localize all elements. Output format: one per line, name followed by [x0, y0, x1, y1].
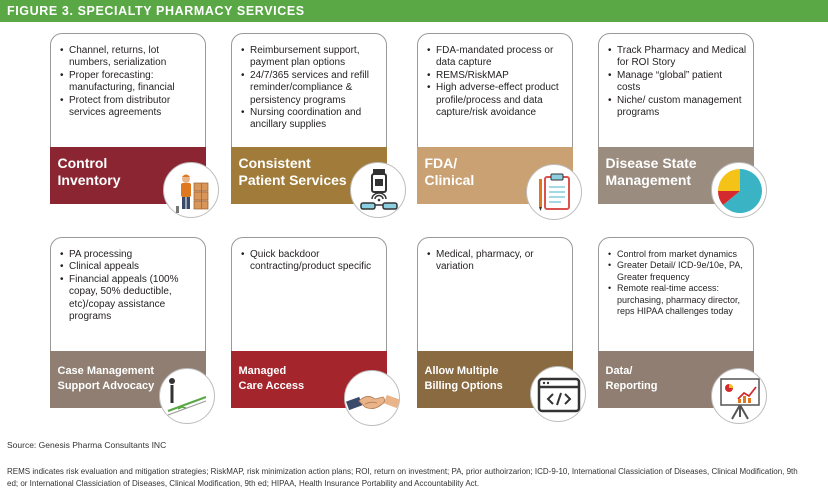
handshake-icon: [345, 371, 401, 427]
bullet-item: • Track Pharmacy and Medical for ROI Story: [607, 45, 747, 70]
bullet-item: • 24/7/365 services and refill reminder/compliance & persistency programs: [240, 70, 380, 107]
bullet-item: • Greater Detail/ ICD-9e/10e, PA, Greater frequency: [607, 260, 747, 283]
card-label: Disease State Management: [605, 154, 697, 189]
bullet-item: • Quick backdoor contracting/product specific: [240, 249, 380, 274]
bullet-item: • Manage “global” patient costs: [607, 70, 747, 95]
bullet-item: • PA processing: [59, 249, 199, 261]
card-control-inventory: [50, 33, 206, 203]
pill-bottle-eyeglasses-icon: [351, 163, 407, 219]
bullet-item: • Medical, pharmacy, or variation: [426, 249, 566, 274]
bullet-item: • Remote real-time access: purchasing, pharmacy director, reps HIPAA challenges today: [607, 283, 747, 317]
card-label: Consistent Patient Services: [238, 154, 347, 189]
bullet-item: • Control from market dynamics: [607, 249, 747, 260]
bullet-item: • Channel, returns, lot numbers, serialization: [59, 45, 199, 70]
bullet-item: • Reimbursement support, payment plan options: [240, 45, 380, 70]
card-label: Managed Care Access: [238, 364, 305, 392]
card-bullet-list: [232, 238, 386, 274]
bullet-item: • REMS/RiskMAP: [426, 70, 566, 82]
card-bullet-list: [232, 34, 386, 132]
bullet-item: • Clinical appeals: [59, 261, 199, 273]
bullet-item: • Financial appeals (100% copay, 50% deductible, etc)/copay assistance programs: [59, 274, 199, 324]
card-icon-medallion: [344, 370, 400, 426]
bullet-item: • Nursing coordination and ancillary supplies: [240, 107, 380, 132]
card-label: Case Management Support Advocacy: [57, 364, 155, 392]
card-icon-medallion: [163, 162, 219, 218]
bullet-item: • High adverse-effect product profile/process and data capture/risk avoidance: [426, 82, 566, 119]
warehouse-worker-boxes-icon: [164, 163, 220, 219]
footnote: REMS indicates risk evaluation and mitigation strategies; RiskMAP, risk minimization action plans; ROI, return on investment; PA, prior authoirzarion; ICD-9-10, International Classiciation of Diseases, Clinical Modification, 9th ed; or International Classiciation of Diseases, Clinical Modification, 9th ed; HIPAA, Health Insurance Portability and Accountability Act.: [7, 467, 798, 488]
source-note: Source: Genesis Pharma Consultants INC: [7, 440, 167, 450]
bullet-item: • Proper forecasting: manufacturing, financial: [59, 70, 199, 95]
card-case-management: [50, 237, 206, 407]
card-label: Data/ Reporting: [605, 364, 658, 392]
card-bullet-list: [51, 238, 205, 323]
card-bullet-list: [418, 34, 572, 119]
bullet-item: • Niche/ custom management programs: [607, 95, 747, 120]
person-ramp-icon: [160, 369, 216, 425]
pie-chart-icon: [712, 163, 768, 219]
figure-title: FIGURE 3. SPECIALTY PHARMACY SERVICES: [0, 0, 828, 22]
card-billing-options: [417, 237, 573, 407]
card-consistent-patient-services: [231, 33, 387, 203]
bullet-item: • Protect from distributor services agreements: [59, 95, 199, 120]
card-icon-medallion: [526, 164, 582, 220]
card-icon-medallion: [350, 162, 406, 218]
presentation-easel-chart-icon: [712, 369, 768, 425]
card-icon-medallion: [711, 162, 767, 218]
card-bullet-list: [418, 238, 572, 274]
card-bullet-list: [599, 238, 753, 317]
card-managed-care-access: [231, 237, 387, 407]
card-icon-medallion: [159, 368, 215, 424]
card-label: Control Inventory: [57, 154, 121, 189]
card-bullet-list: [599, 34, 753, 119]
card-label: FDA/ Clinical: [424, 154, 475, 189]
card-icon-medallion: [530, 366, 586, 422]
card-icon-medallion: [711, 368, 767, 424]
code-window-icon: [531, 367, 587, 423]
bullet-item: • FDA-mandated process or data capture: [426, 45, 566, 70]
card-label: Allow Multiple Billing Options: [424, 364, 503, 392]
card-disease-state-management: [598, 33, 754, 203]
clipboard-pen-icon: [527, 165, 583, 221]
card-data-reporting: [598, 237, 754, 407]
card-fda-clinical: [417, 33, 573, 203]
card-bullet-list: [51, 34, 205, 119]
